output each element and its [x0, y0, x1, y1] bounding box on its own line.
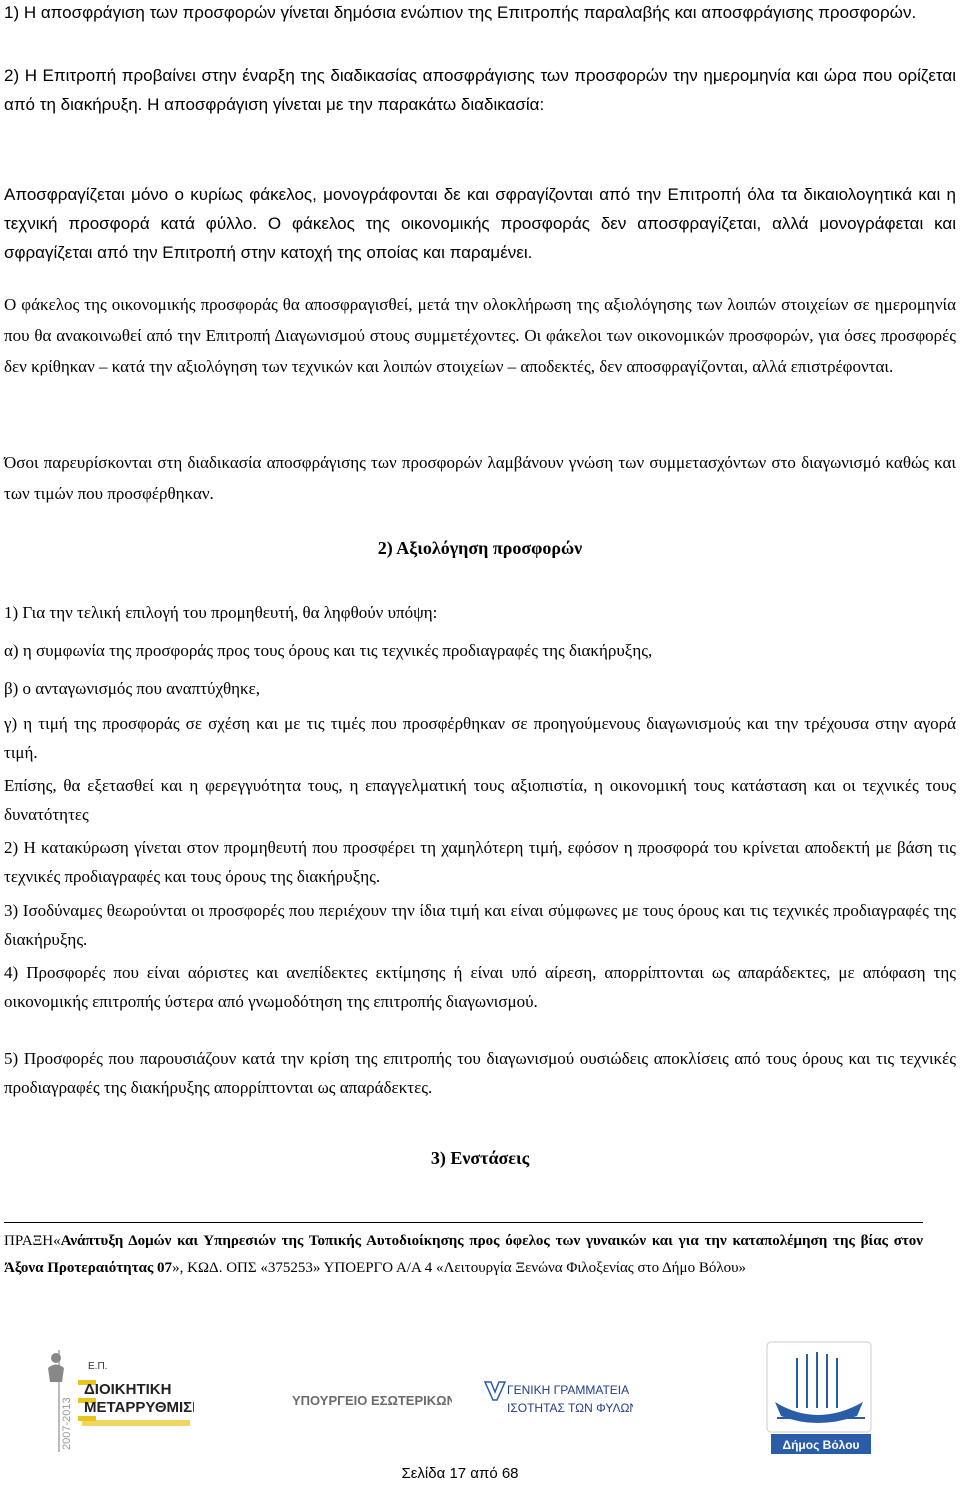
municipality-volos-logo — [757, 1338, 887, 1460]
footer-suffix: », ΚΩΔ. ΟΠΣ «375253» ΥΠΟΕΡΓΟ Α/Α 4 «Λειτουργία Ξενώνα Φιλοξενίας στο Δήμο Βόλου» — [172, 1260, 747, 1276]
criterion-c: γ) η τιμή της προσφοράς σε σχέση και με τις τιμές που προσφέρθηκαν σε προηγούμενους διαγωνισμούς και την τρέχουσα στην αγορά τιμή. — [4, 714, 956, 762]
section-heading-evaluation: 2) Αξιολόγηση προσφορών — [377, 538, 583, 558]
gender-equality-logo-graphic — [483, 1376, 633, 1420]
paragraph-award: 2) Η κατακύρωση γίνεται στον προμηθευτή που προσφέρει τη χαμηλότερη τιμή, εφόσον η προσφορά του κρίνεται αποδεκτή με βάση τις τεχνικές προδιαγραφές και τους όρους της διακήρυξης. — [4, 838, 956, 886]
paragraph-equivalent: 3) Ισοδύναμες θεωρούνται οι προσφορές που περιέχουν την ίδια τιμή και είναι σύμφωνες με τους όρους και τις τεχνικές προδιαγραφές της διακήρυξης. — [4, 901, 956, 949]
footer-prefix: ΠΡΑΞΗ« — [4, 1233, 61, 1249]
section-heading-objections: 3) Ενστάσεις — [430, 1148, 530, 1168]
footer-project-info — [4, 1228, 923, 1282]
gender-line2-text: ΙΣΟΤΗΤΑΣ ΤΩΝ ΦΥΛΩΝ — [507, 1401, 633, 1415]
reform-years-text: 2007-2013 — [61, 1397, 73, 1450]
administrative-reform-logo — [44, 1346, 194, 1456]
reform-line2-text: ΜΕΤΑΡΡΥΘΜΙΣΗ — [84, 1399, 194, 1416]
gender-equality-emblem-icon — [485, 1382, 505, 1400]
reform-line1-text: ΔΙΟΙΚΗΤΙΚΗ — [84, 1381, 172, 1398]
paragraph-unsealing-public: 1) Η αποσφράγιση των προσφορών γίνεται δημόσια ενώπιον της Επιτροπής παραλαβής και αποσφράγισης προσφορών. — [4, 3, 917, 22]
footer-project-title: Ανάπτυξη Δομών και Υπηρεσιών της Τοπικής Αυτοδιοίκησης προς όφελος των γυναικών και για την καταπολέμηση της βίας στον Άξονα Προτεραιότητας 07 — [4, 1233, 923, 1276]
volos-text: Δήμος Βόλου — [782, 1438, 860, 1452]
reform-small-text: Ε.Π. — [88, 1361, 108, 1372]
evaluation-intro: 1) Για την τελική επιλογή του προμηθευτή, θα ληφθούν υπόψη: — [4, 603, 438, 622]
administrative-reform-emblem-icon — [44, 1346, 194, 1456]
paragraph-reliability: Επίσης, θα εξετασθεί και η φερεγγυότητα τους, η επαγγελματική τους αξιοπιστία, η οικονομική τους κατάσταση και οι τεχνικές τους δυνατότητες — [4, 776, 956, 824]
argo-ship-emblem-icon — [757, 1338, 887, 1460]
gender-line1-text: ΓΕΝΙΚΗ ΓΡΑΜΜΑΤΕΙΑ — [507, 1383, 630, 1397]
ministry-text: ΥΠΟΥΡΓΕΙΟ ΕΣΩΤΕΡΙΚΩΝ — [292, 1393, 452, 1408]
paragraph-main-envelope: Αποσφραγίζεται μόνο ο κυρίως φάκελος, μονογράφονται δε και σφραγίζονται από την Επιτροπή όλα τα δικαιολογητικά και η τεχνική προσφορά κατά φύλλο. Ο φάκελος της οικονομικής προσφοράς δεν αποσφραγίζεται, αλλά μονογράφεται και σφραγίζεται από την Επιτροπή στην κατοχή της οποίας και παραμένει. — [4, 185, 956, 262]
paragraph-deviations: 5) Προσφορές που παρουσιάζουν κατά την κρίση της επιτροπής του διαγωνισμού ουσιώδεις αποκλίσεις από τους όρους και τις τεχνικές προδιαγραφές της διακήρυξης απορρίπτονται ως απαράδεκτες. — [4, 1049, 956, 1097]
paragraph-financial-envelope: Ο φάκελος της οικονομικής προσφοράς θα αποσφραγισθεί, μετά την ολοκλήρωση της αξιολόγησης των λοιπών στοιχείων σε ημερομηνία που θα ανακοινωθεί από την Επιτροπή Διαγωνισμού στους συμμετέχοντες. Οι φάκελοι των οικονομικών προσφορών, για όσες προσφορές δεν κρίθηκαν – κατά την αξιολόγηση των τεχνικών και λοιπών στοιχείων – αποδεκτές, δεν αποσφραγίζονται, αλλά επιστρέφονται. — [4, 295, 956, 376]
page-number: Σελίδα 17 από 68 — [401, 1465, 519, 1482]
footer-divider — [4, 1222, 923, 1223]
paragraph-vague-offers: 4) Προσφορές που είναι αόριστες και ανεπίδεκτες εκτίμησης ή είναι υπό αίρεση, απορρίπτονται ως απαράδεκτες, με απόφαση της οικονομικής επιτροπής ύστερα από γνωμοδότηση της επιτροπής διαγωνισμού. — [4, 963, 956, 1011]
criterion-a: α) η συμφωνία της προσφοράς προς τους όρους και τις τεχνικές προδιαγραφές της διακήρυξης, — [4, 641, 653, 660]
criterion-b: β) ο ανταγωνισμός που αναπτύχθηκε, — [4, 679, 260, 698]
ministry-of-interior-logo — [292, 1388, 452, 1412]
ministry-logo-graphic — [292, 1388, 452, 1412]
paragraph-unsealing-start: 2) Η Επιτροπή προβαίνει στην έναρξη της διαδικασίας αποσφράγισης των προσφορών την ημερομηνία και ώρα που ορίζεται από τη διακήρυξη. Η αποσφράγιση γίνεται με την παρακάτω διαδικασία: — [4, 66, 956, 114]
paragraph-attendees: Όσοι παρευρίσκονται στη διαδικασία αποσφράγισης των προσφορών λαμβάνουν γνώση των συμμετασχόντων στο διαγωνισμό καθώς και των τιμών που προσφέρθηκαν. — [4, 453, 956, 503]
gender-equality-logo — [483, 1376, 633, 1420]
